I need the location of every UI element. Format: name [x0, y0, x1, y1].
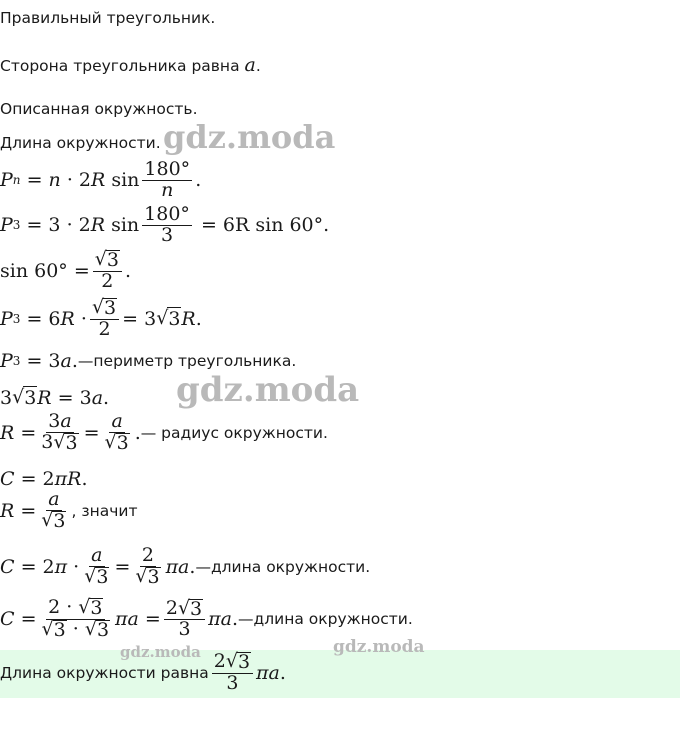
- watermark-middle: gdz.moda: [176, 370, 360, 410]
- fraction-a-over-sqrt3c: a √ 3: [84, 544, 109, 588]
- fraction-answer: 2 √ 3 3: [212, 652, 253, 694]
- equation-r-value: R = a √ 3 , значит: [0, 488, 138, 532]
- statement-circumscribed: Описанная окружность.: [0, 100, 198, 118]
- equation-perimeter-3: P 3 = 3 · 2 R sin $\frac{180^\circ}{3}$ = 6R sin 60°.: [0, 203, 330, 246]
- statement-side: Сторона треугольника равна a.: [0, 54, 261, 76]
- fraction-a-over-sqrt3: a √ 3: [104, 410, 129, 454]
- equation-sin60: sin 60° = √ 3 2 .: [0, 248, 131, 292]
- equation-circumference: C = 2 πR .: [0, 468, 88, 490]
- fraction-a-over-sqrt3b: a √ 3: [41, 488, 66, 532]
- statement-regular-triangle: Правильный треугольник.: [0, 9, 216, 27]
- equation-circumference-a: C = 2 π · a √ 3 = 2 √ 3 πa . —длина окружности.: [0, 544, 371, 588]
- statement-circle-length: Длина окружности.: [0, 134, 161, 152]
- equation-perimeter-r: P 3 = 6 R · √ 3 2 = 3 √ 3 R .: [0, 296, 202, 340]
- var-a: a: [244, 54, 256, 76]
- equation-perimeter-a: P 3 = 3 a . —периметр треугольника.: [0, 350, 297, 372]
- watermark-top: gdz.moda: [163, 118, 336, 156]
- watermark-small-right: gdz.moda: [333, 637, 425, 657]
- fraction-180-over-3: $\frac{180^\circ}{3}$: [144, 203, 190, 246]
- answer-line: Длина окружности равна 2 √ 3 3 πa .: [0, 650, 286, 694]
- fraction-3a-over-3sqrt3: 3a 3 √ 3: [41, 410, 78, 454]
- fraction-2sqrt3-over-3: 2 √ 3 3: [164, 599, 205, 641]
- fraction-180-over-n: $\frac{180^\circ}{n}$: [144, 158, 191, 201]
- answer-label: Длина окружности равна: [0, 663, 209, 682]
- watermark-small-left: gdz.moda: [120, 643, 201, 661]
- statement-side-text: Сторона треугольника равна: [0, 57, 245, 75]
- equation-perimeter-general: P n = n · 2 R sin $\frac{180^\circ}{n}$ .: [0, 158, 202, 201]
- equation-radius: R = 3a 3 √ 3 = a √ 3 . — радиус окружности.: [0, 410, 328, 454]
- fraction-2-over-sqrt3: 2 √ 3: [135, 544, 160, 588]
- equation-circumference-final: C = 2 · √ 3 √ 3 · √ 3 πa = 2 √ 3 3 πa . —длина окружности.: [0, 596, 413, 641]
- equation-3sqrt3r: 3 √ 3 R = 3 a .: [0, 386, 110, 409]
- fraction-sqrt3-over-2b: √ 3 2: [90, 298, 119, 340]
- fraction-2sqrt3-over-sqrt3sqrt3: 2 · √ 3 √ 3 · √ 3: [41, 596, 110, 641]
- fraction-sqrt3-over-2: √ 3 2: [93, 250, 122, 292]
